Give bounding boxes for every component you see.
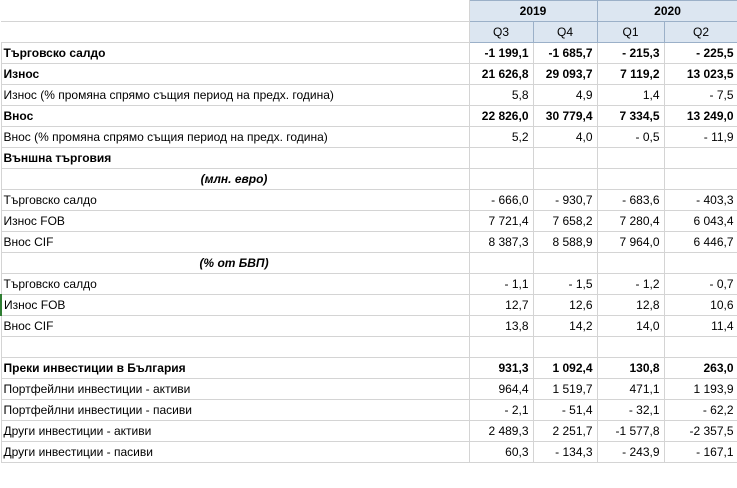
value-cell[interactable]: 5,8	[469, 85, 533, 106]
table-row	[1, 148, 737, 169]
quarter-header-q4[interactable]: Q4	[533, 22, 597, 43]
value-cell[interactable]	[664, 253, 737, 274]
table-body	[1, 43, 737, 463]
row-label-cell[interactable]: Портфейлни инвестиции - пасиви	[1, 400, 469, 421]
value-cell[interactable]	[597, 169, 664, 190]
value-cell[interactable]: -1 577,8	[597, 421, 664, 442]
value-cell[interactable]	[469, 337, 533, 358]
value-cell[interactable]: 7 119,2	[597, 64, 664, 85]
value-cell[interactable]: - 1,1	[469, 274, 533, 295]
value-cell[interactable]: - 215,3	[597, 43, 664, 64]
table-row	[1, 211, 737, 232]
row-label-cell[interactable]: (% от БВП)	[1, 253, 469, 274]
quarter-header-q2[interactable]: Q2	[664, 22, 737, 43]
table-row	[1, 190, 737, 211]
value-cell[interactable]: 263,0	[664, 358, 737, 379]
value-cell[interactable]: 7 334,5	[597, 106, 664, 127]
value-cell[interactable]	[664, 148, 737, 169]
value-cell[interactable]	[533, 169, 597, 190]
value-cell[interactable]: - 62,2	[664, 400, 737, 421]
value-cell[interactable]: - 1,2	[597, 274, 664, 295]
row-label-cell[interactable]: Други инвестиции - пасиви	[1, 442, 469, 463]
row-label-cell[interactable]: Износ (% промяна спрямо същия период на предх. година)	[1, 85, 469, 106]
value-cell[interactable]	[597, 253, 664, 274]
row-label-cell[interactable]: (млн. евро)	[1, 169, 469, 190]
row-label-cell[interactable]: Износ FOB	[1, 295, 469, 316]
value-cell[interactable]: 2 489,3	[469, 421, 533, 442]
table-row	[1, 85, 737, 106]
value-cell[interactable]: 11,4	[664, 316, 737, 337]
value-cell[interactable]	[664, 169, 737, 190]
quarter-header-row	[1, 22, 737, 43]
table-row	[1, 421, 737, 442]
table-row	[1, 43, 737, 64]
table-row	[1, 379, 737, 400]
year-2020-header[interactable]: 2020	[597, 1, 737, 22]
row-label-cell[interactable]: Износ FOB	[1, 211, 469, 232]
value-cell[interactable]: 1 193,9	[664, 379, 737, 400]
table-row	[1, 169, 737, 190]
table-row	[1, 442, 737, 463]
year-header-row	[1, 1, 737, 22]
value-cell[interactable]: 13 249,0	[664, 106, 737, 127]
value-cell[interactable]	[664, 337, 737, 358]
value-cell[interactable]: 14,2	[533, 316, 597, 337]
value-cell[interactable]: 10,6	[664, 295, 737, 316]
row-label-cell[interactable]: Внос (% промяна спрямо същия период на предх. година)	[1, 127, 469, 148]
value-cell[interactable]: 1,4	[597, 85, 664, 106]
quarter-header-q1[interactable]: Q1	[597, 22, 664, 43]
table-row	[1, 64, 737, 85]
value-cell[interactable]: 12,6	[533, 295, 597, 316]
row-label-cell[interactable]: Внос CIF	[1, 316, 469, 337]
value-cell[interactable]: 13 023,5	[664, 64, 737, 85]
value-cell[interactable]: - 32,1	[597, 400, 664, 421]
value-cell[interactable]: - 51,4	[533, 400, 597, 421]
value-cell[interactable]: 7 280,4	[597, 211, 664, 232]
table-row	[1, 358, 737, 379]
value-cell[interactable]: - 403,3	[664, 190, 737, 211]
value-cell[interactable]: 7 964,0	[597, 232, 664, 253]
value-cell[interactable]: - 7,5	[664, 85, 737, 106]
value-cell[interactable]: - 225,5	[664, 43, 737, 64]
value-cell[interactable]	[469, 148, 533, 169]
value-cell[interactable]: - 243,9	[597, 442, 664, 463]
value-cell[interactable]: 931,3	[469, 358, 533, 379]
value-cell[interactable]: - 930,7	[533, 190, 597, 211]
value-cell[interactable]: - 167,1	[664, 442, 737, 463]
value-cell[interactable]: - 11,9	[664, 127, 737, 148]
value-cell[interactable]: - 0,5	[597, 127, 664, 148]
value-cell[interactable]: 471,1	[597, 379, 664, 400]
table-row	[1, 400, 737, 421]
value-cell[interactable]: - 2,1	[469, 400, 533, 421]
value-cell[interactable]: 964,4	[469, 379, 533, 400]
value-cell[interactable]: -2 357,5	[664, 421, 737, 442]
table-row	[1, 106, 737, 127]
value-cell[interactable]: 60,3	[469, 442, 533, 463]
value-cell[interactable]: - 666,0	[469, 190, 533, 211]
value-cell[interactable]: 2 251,7	[533, 421, 597, 442]
table-row	[1, 274, 737, 295]
row-label-cell[interactable]: Търговско салдо	[1, 190, 469, 211]
value-cell[interactable]: 1 519,7	[533, 379, 597, 400]
value-cell[interactable]	[533, 253, 597, 274]
value-cell[interactable]: -1 199,1	[469, 43, 533, 64]
row-label-cell[interactable]: Търговско салдо	[1, 274, 469, 295]
row-label-cell[interactable]: Внос	[1, 106, 469, 127]
value-cell[interactable]	[597, 148, 664, 169]
value-cell[interactable]: 13,8	[469, 316, 533, 337]
value-cell[interactable]: -1 685,7	[533, 43, 597, 64]
value-cell[interactable]: - 0,7	[664, 274, 737, 295]
value-cell[interactable]: 12,8	[597, 295, 664, 316]
year-2019-header[interactable]: 2019	[469, 1, 597, 22]
value-cell[interactable]	[469, 253, 533, 274]
value-cell[interactable]	[533, 337, 597, 358]
value-cell[interactable]: 8 387,3	[469, 232, 533, 253]
row-label-cell[interactable]: Външна търговия	[1, 148, 469, 169]
table-row	[1, 127, 737, 148]
row-label-cell[interactable]: Търговско салдо	[1, 43, 469, 64]
value-cell[interactable]: 29 093,7	[533, 64, 597, 85]
value-cell[interactable]: 6 043,4	[664, 211, 737, 232]
row-label-cell[interactable]: Износ	[1, 64, 469, 85]
value-cell[interactable]	[469, 169, 533, 190]
value-cell[interactable]	[597, 337, 664, 358]
value-cell[interactable]: 21 626,8	[469, 64, 533, 85]
value-cell[interactable]: 12,7	[469, 295, 533, 316]
value-cell[interactable]: 7 721,4	[469, 211, 533, 232]
row-label-cell[interactable]: Преки инвестиции в България	[1, 358, 469, 379]
value-cell[interactable]: 1 092,4	[533, 358, 597, 379]
value-cell[interactable]: 5,2	[469, 127, 533, 148]
table-row	[1, 295, 737, 316]
value-cell[interactable]: - 683,6	[597, 190, 664, 211]
table-row	[1, 232, 737, 253]
table-row	[1, 253, 737, 274]
value-cell[interactable]: 4,9	[533, 85, 597, 106]
value-cell[interactable]	[533, 148, 597, 169]
value-cell[interactable]: 22 826,0	[469, 106, 533, 127]
value-cell[interactable]: 6 446,7	[664, 232, 737, 253]
value-cell[interactable]: 30 779,4	[533, 106, 597, 127]
table-row	[1, 337, 737, 358]
table-row	[1, 316, 737, 337]
value-cell[interactable]: - 134,3	[533, 442, 597, 463]
value-cell[interactable]: 7 658,2	[533, 211, 597, 232]
value-cell[interactable]: 4,0	[533, 127, 597, 148]
row-label-cell[interactable]	[1, 337, 469, 358]
value-cell[interactable]: - 1,5	[533, 274, 597, 295]
row-label-cell[interactable]: Други инвестиции - активи	[1, 421, 469, 442]
value-cell[interactable]: 14,0	[597, 316, 664, 337]
value-cell[interactable]: 8 588,9	[533, 232, 597, 253]
value-cell[interactable]: 130,8	[597, 358, 664, 379]
header-blank-cell[interactable]	[1, 22, 469, 43]
row-label-cell[interactable]: Внос CIF	[1, 232, 469, 253]
quarter-header-q3[interactable]: Q3	[469, 22, 533, 43]
header-blank-cell[interactable]	[1, 1, 469, 22]
row-label-cell[interactable]: Портфейлни инвестиции - активи	[1, 379, 469, 400]
